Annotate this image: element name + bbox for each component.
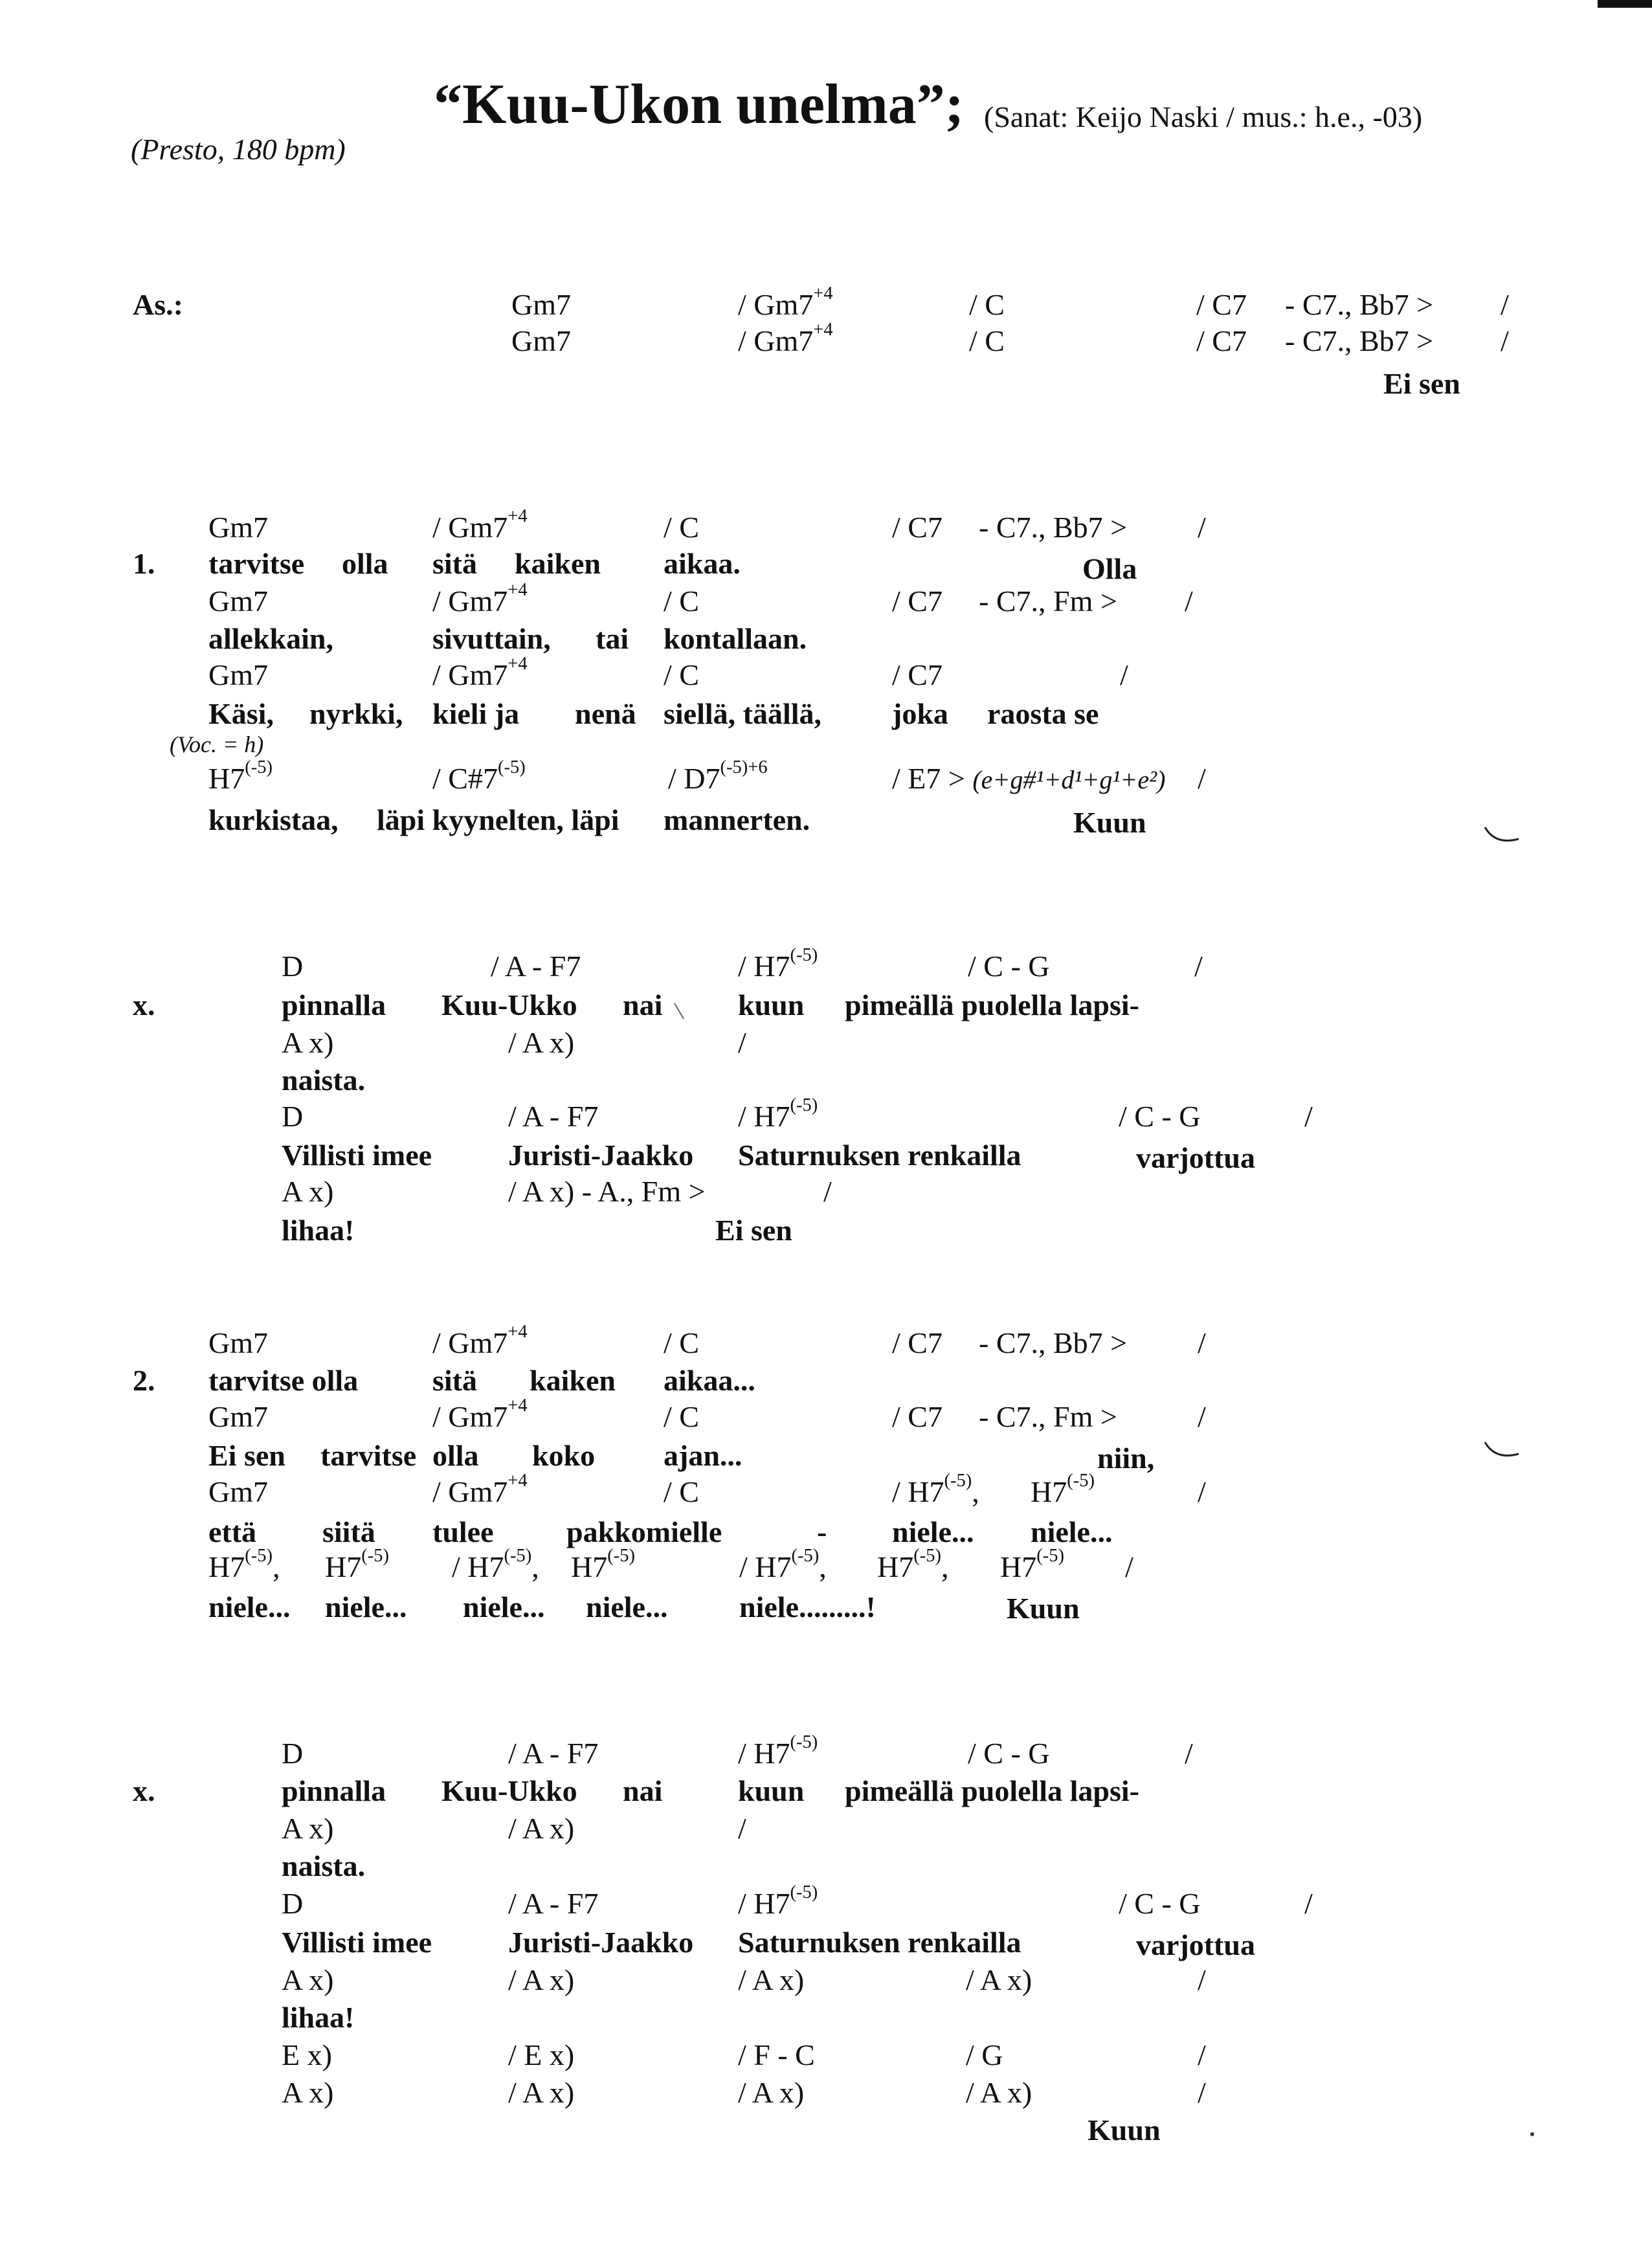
- bar-line: /: [1125, 1550, 1133, 1583]
- chord: / $Gm7^{+4}$: [432, 1321, 528, 1359]
- chord: $H7^{(-5)}$: [325, 1545, 389, 1583]
- lyric-word: tarvitse: [208, 547, 305, 580]
- chord: - C7., Bb7 >: [979, 1326, 1128, 1359]
- bar-line: /: [1185, 1737, 1193, 1770]
- lyric-word: Villisti imee: [282, 1926, 432, 1959]
- lyric-word: niele...: [325, 1590, 407, 1623]
- lyric-word: olla: [342, 547, 388, 580]
- chord: / $Gm7^{+4}$: [432, 1395, 528, 1433]
- lyric-word: Ei sen: [1383, 367, 1460, 400]
- chord: / A - F7: [508, 1100, 599, 1133]
- lyric-word: nyrkki,: [309, 697, 403, 730]
- lyric-word: aikaa.: [664, 547, 741, 580]
- chord: / $Gm7^{+4}$: [432, 1470, 528, 1508]
- lyric-word: pinnalla: [282, 988, 386, 1021]
- lyric-word: nenä: [575, 697, 636, 730]
- chord: $H7^{(-5)}$,: [877, 1545, 949, 1583]
- chord: / C7: [892, 511, 943, 544]
- chord: D: [282, 950, 304, 983]
- lyric-word: niin,: [1097, 1442, 1155, 1475]
- lyric-word: niele...: [586, 1590, 668, 1623]
- chord: Gm7: [208, 511, 268, 544]
- chord: A x): [282, 1963, 334, 1996]
- lyric-word: kaiken: [530, 1364, 616, 1397]
- song-title: “Kuu-Ukon unelma”;: [434, 73, 965, 136]
- chord: / $H7^{(-5)}$,: [452, 1545, 539, 1583]
- chord: / E x): [508, 2038, 575, 2071]
- chord: / C: [664, 1475, 699, 1508]
- lyric-word: pakkomielle: [566, 1515, 722, 1548]
- chord: / $H7^{(-5)}$,: [739, 1545, 827, 1583]
- lyric-word: niele.........!: [739, 1590, 876, 1623]
- chord: / A x): [508, 1963, 575, 1996]
- chord: Gm7: [208, 585, 268, 618]
- chord: / $D7^{(-5)+6}$: [668, 757, 768, 795]
- chord: - C7., Fm >: [979, 585, 1117, 618]
- lyric-word: Saturnuksen renkailla: [738, 1926, 1021, 1959]
- chord: / A x): [738, 2076, 805, 2109]
- tempo-marking: (Presto, 180 bpm): [131, 133, 346, 166]
- lyric-word: naista.: [282, 1064, 366, 1097]
- lyric-word: olla: [432, 1439, 479, 1472]
- lyric-word: ajan...: [664, 1439, 742, 1472]
- bar-line: /: [1304, 1887, 1313, 1920]
- bar-line: /: [1194, 950, 1203, 983]
- song-credit: (Sanat: Keijo Naski / mus.: h.e., -03): [984, 100, 1423, 133]
- chord: E x): [282, 2038, 332, 2071]
- chord: / $Gm7^{+4}$: [738, 319, 833, 357]
- intro-label: As.:: [133, 288, 183, 321]
- lyric-word: lihaa!: [282, 1214, 355, 1247]
- lyric-word: Kuun: [1088, 2113, 1161, 2146]
- lyric-word: Kuun: [1007, 1592, 1080, 1625]
- lyric-word: kaiken: [515, 547, 601, 580]
- lyric-word: pinnalla: [282, 1774, 386, 1807]
- lyric-word: kuun: [738, 988, 805, 1021]
- verse-number: 1.: [133, 547, 155, 580]
- chord: / $H7^{(-5)}$,: [892, 1470, 979, 1508]
- lyric-word: nai: [623, 988, 663, 1021]
- lyric-word: siellä, täällä,: [664, 697, 822, 730]
- lyric-word: varjottua: [1136, 1928, 1255, 1961]
- lyric-word: joka: [892, 697, 948, 730]
- chord: / $Gm7^{+4}$: [432, 506, 528, 544]
- lyric-word: niele...: [463, 1590, 545, 1623]
- chorus-marker: x.: [133, 988, 155, 1021]
- lyric-word: Olla: [1082, 552, 1137, 585]
- chord: / $H7^{(-5)}$: [738, 944, 818, 983]
- lyric-word: naista.: [282, 1849, 366, 1882]
- bar-line: /: [738, 1812, 746, 1845]
- chord: / A x): [966, 2076, 1032, 2109]
- chord: / $C\#7^{(-5)}$: [432, 757, 526, 795]
- margin-curve-mark: [1482, 822, 1521, 848]
- bar-line: /: [738, 1026, 746, 1059]
- lyric-word: mannerten.: [664, 803, 810, 836]
- margin-dot-mark: [1528, 2130, 1537, 2139]
- chord: / C: [664, 1400, 699, 1433]
- chord: Gm7: [208, 1400, 268, 1433]
- chord: / C: [969, 324, 1005, 357]
- lyric-word: niele...: [208, 1590, 291, 1623]
- bar-line: /: [1501, 324, 1509, 357]
- lyric-word: läpi kyynelten, läpi: [377, 803, 620, 836]
- lyric-word: Ei sen: [715, 1214, 792, 1247]
- margin-curve-mark: [1482, 1437, 1521, 1463]
- bar-line: /: [1120, 658, 1128, 691]
- chord: / A x): [508, 1026, 575, 1059]
- lyric-word: Kuun: [1073, 806, 1146, 839]
- chord: / A x): [966, 1963, 1032, 1996]
- chord: / A - F7: [508, 1887, 599, 1920]
- lyric-word: niele...: [1031, 1515, 1113, 1548]
- bar-line: /: [1198, 1475, 1206, 1508]
- chord: / $Gm7^{+4}$: [432, 653, 528, 691]
- lyric-word: tarvitse olla: [208, 1364, 359, 1397]
- chord: A x): [282, 1175, 334, 1208]
- chord: - C7., Bb7 >: [979, 511, 1128, 544]
- bar-line: /: [1185, 585, 1193, 618]
- lyric-word: pimeällä puolella lapsi-: [845, 1774, 1139, 1807]
- chord: / C7: [892, 585, 943, 618]
- chord: - C7., Fm >: [979, 1400, 1117, 1433]
- lyric-word: sivuttain,: [432, 622, 551, 655]
- chord: / $Gm7^{+4}$: [432, 579, 528, 618]
- chorus-marker: x.: [133, 1774, 155, 1807]
- lyric-word: tulee: [432, 1515, 494, 1548]
- chord: / $H7^{(-5)}$: [738, 1732, 818, 1770]
- lyric-word: Ei sen: [208, 1439, 285, 1472]
- chord: / $Gm7^{+4}$: [738, 283, 833, 321]
- lyric-word: allekkain,: [208, 622, 334, 655]
- chord: A x): [282, 1812, 334, 1845]
- lyric-word: kuun: [738, 1774, 805, 1807]
- chord: / A x) - A., Fm >: [508, 1175, 706, 1208]
- lyric-word: sitä: [432, 1364, 477, 1397]
- lyric-word: raosta se: [987, 697, 1099, 730]
- lyric-word: sitä: [432, 547, 477, 580]
- lyric-word: kurkistaa,: [208, 803, 339, 836]
- chord: A x): [282, 2076, 334, 2109]
- bar-line: /: [1501, 288, 1509, 321]
- bar-line: /: [1198, 2038, 1206, 2071]
- chord: / C - G: [1119, 1887, 1201, 1920]
- verse-number: 2.: [133, 1364, 155, 1397]
- chord: Gm7: [511, 288, 571, 321]
- chord: / C7: [1196, 324, 1247, 357]
- chord: / A x): [508, 2076, 575, 2109]
- chord: / A - F7: [508, 1737, 599, 1770]
- chord: Gm7: [208, 1475, 268, 1508]
- chord: / C7: [892, 658, 943, 691]
- chord: $H7^{(-5)}$: [1031, 1470, 1095, 1508]
- chord: / C7: [892, 1400, 943, 1433]
- chord: Gm7: [511, 324, 571, 357]
- chord: / G: [966, 2038, 1003, 2071]
- lyric-word: tai: [596, 622, 629, 655]
- bar-line: /: [1198, 511, 1206, 544]
- lyric-word: -: [817, 1515, 827, 1548]
- lyric-word: että: [208, 1515, 257, 1548]
- bar-line: /: [1198, 1963, 1206, 1996]
- lyric-word: Kuu-Ukko: [441, 988, 577, 1021]
- chord: D: [282, 1737, 304, 1770]
- lyric-word: Juristi-Jaakko: [508, 1926, 694, 1959]
- chord: Gm7: [208, 658, 268, 691]
- lyric-word: koko: [532, 1439, 596, 1472]
- bar-line: /: [1198, 762, 1206, 795]
- chord: / $H7^{(-5)}$: [738, 1882, 818, 1920]
- chord: / C: [664, 658, 699, 691]
- lyric-word: nai: [623, 1774, 663, 1807]
- chord: / $H7^{(-5)}$: [738, 1095, 818, 1133]
- lyric-word: kieli ja: [432, 697, 520, 730]
- lyric-word: Juristi-Jaakko: [508, 1139, 694, 1172]
- chord: / C: [664, 511, 699, 544]
- stray-tick-mark: [673, 1002, 686, 1021]
- chord: - C7., Bb7 >: [1285, 288, 1434, 321]
- chord: / E7 > (e+g#¹+d¹+g¹+e²): [892, 762, 1166, 795]
- chord: - C7., Bb7 >: [1285, 324, 1434, 357]
- chord: $H7^{(-5)}$: [571, 1545, 635, 1583]
- chord: / A - F7: [491, 950, 581, 983]
- lyric-word: Villisti imee: [282, 1139, 432, 1172]
- chord: A x): [282, 1026, 334, 1059]
- chord: / A x): [738, 1963, 805, 1996]
- chord: / C7: [1196, 288, 1247, 321]
- chord: / C: [969, 288, 1005, 321]
- chord: / C: [664, 1326, 699, 1359]
- chord: D: [282, 1100, 304, 1133]
- lyric-word: varjottua: [1136, 1141, 1255, 1174]
- lyric-word: aikaa...: [664, 1364, 755, 1397]
- lyric-word: niele...: [892, 1515, 974, 1548]
- chord: / C - G: [1119, 1100, 1201, 1133]
- chord: / C - G: [968, 950, 1050, 983]
- chord: $H7^{(-5)}$,: [208, 1545, 280, 1583]
- lyric-word: pimeällä puolella lapsi-: [845, 988, 1139, 1021]
- lyric-word: Kuu-Ukko: [441, 1774, 577, 1807]
- chord: / A x): [508, 1812, 575, 1845]
- lyric-word: Käsi,: [208, 697, 274, 730]
- lyric-word: tarvitse: [320, 1439, 417, 1472]
- chord: Gm7: [208, 1326, 268, 1359]
- bar-line: /: [1304, 1100, 1313, 1133]
- lyric-word: siitä: [322, 1515, 375, 1548]
- chord: / C: [664, 585, 699, 618]
- lyric-word: kontallaan.: [664, 622, 807, 655]
- lyric-word: lihaa!: [282, 2001, 355, 2034]
- chord: / C7: [892, 1326, 943, 1359]
- bar-line: /: [823, 1175, 832, 1208]
- chord: / F - C: [738, 2038, 815, 2071]
- bar-line: /: [1198, 2076, 1206, 2109]
- bar-line: /: [1198, 1326, 1206, 1359]
- vocal-note: (Voc. = h): [170, 731, 264, 757]
- page-corner-mark: [1598, 0, 1652, 8]
- lyric-word: Saturnuksen renkailla: [738, 1139, 1021, 1172]
- chord: $H7^{(-5)}$: [1000, 1545, 1064, 1583]
- chord: $H7^{(-5)}$: [208, 757, 273, 795]
- chord: D: [282, 1887, 304, 1920]
- chord: / C - G: [968, 1737, 1050, 1770]
- bar-line: /: [1198, 1400, 1206, 1433]
